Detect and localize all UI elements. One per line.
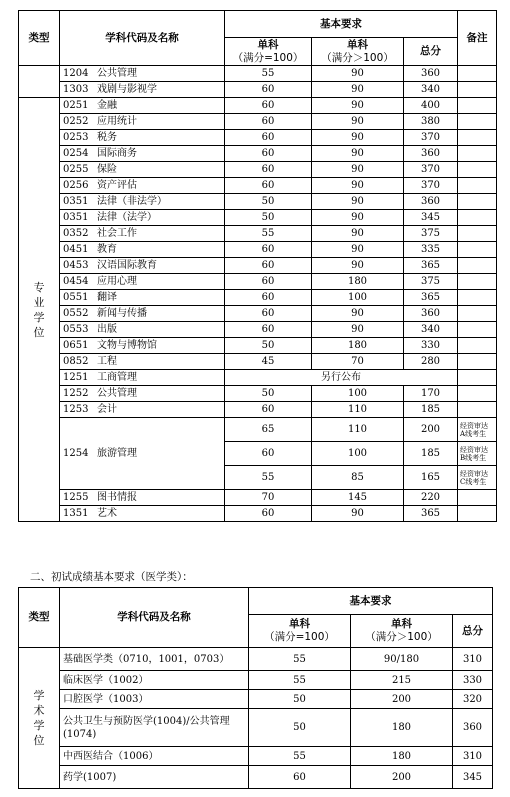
note-cell <box>458 418 497 442</box>
note-cell <box>458 354 497 370</box>
score-single-gt100: 110 <box>312 402 404 418</box>
score-single-gt100: 90/180 <box>351 648 453 671</box>
subject-code: 0552 <box>63 308 89 319</box>
score-single-gt100: 90 <box>312 146 404 162</box>
score-single-gt100: 180 <box>351 709 453 747</box>
score-single-gt100: 145 <box>312 490 404 506</box>
subject-cell <box>60 338 225 354</box>
score-single-gt100: 90 <box>312 130 404 146</box>
score-single-gt100: 180 <box>312 338 404 354</box>
type-char: 位 <box>33 734 45 747</box>
admission-table-medical <box>18 587 493 789</box>
table-row <box>19 210 497 226</box>
score-total: 340 <box>404 322 458 338</box>
subject-name: 工商管理 <box>97 372 137 383</box>
note-cell <box>458 274 497 290</box>
subject-name: 税务 <box>97 132 117 143</box>
type-cell-academic <box>19 648 60 789</box>
subject-cell <box>60 66 225 82</box>
subject-code: 0351 <box>63 212 89 223</box>
score-total: 370 <box>404 178 458 194</box>
score-single-gt100: 70 <box>312 354 404 370</box>
subject-code: 1351 <box>63 508 89 519</box>
note-cell <box>458 114 497 130</box>
table-row <box>19 274 497 290</box>
subject-cell <box>60 306 225 322</box>
score-single100: 60 <box>225 82 312 98</box>
subject-name: 法律（非法学） <box>97 196 167 207</box>
note-cell <box>458 178 497 194</box>
note-cell <box>458 210 497 226</box>
score-total: 345 <box>404 210 458 226</box>
subject-name: 出版 <box>97 324 117 335</box>
score-single100: 55 <box>225 66 312 82</box>
score-total: 340 <box>404 82 458 98</box>
score-single-gt100: 100 <box>312 386 404 402</box>
score-single-gt100: 90 <box>312 258 404 274</box>
score-single100: 60 <box>225 98 312 114</box>
score-single-gt100: 90 <box>312 82 404 98</box>
subject-cell <box>60 418 225 490</box>
score-single100: 60 <box>225 290 312 306</box>
header-type: 类型 <box>19 11 60 66</box>
score-single100: 55 <box>225 226 312 242</box>
score-single100: 60 <box>249 766 351 789</box>
admission-table-professional <box>18 10 497 522</box>
header-single100: 单科 （满分=100） <box>225 38 312 66</box>
score-total: 400 <box>404 98 458 114</box>
note-cell <box>458 162 497 178</box>
type-cell-professional <box>19 98 60 522</box>
score-single100: 50 <box>225 210 312 226</box>
score-single100: 60 <box>225 402 312 418</box>
table-row <box>19 82 497 98</box>
score-single-gt100: 90 <box>312 322 404 338</box>
note-cell <box>458 146 497 162</box>
score-total: 380 <box>404 114 458 130</box>
score-single100: 60 <box>225 258 312 274</box>
score-single-gt100: 90 <box>312 194 404 210</box>
score-total: 170 <box>404 386 458 402</box>
score-total: 335 <box>404 242 458 258</box>
subject-cell <box>60 370 225 386</box>
note-cell <box>458 98 497 114</box>
subject-name: 保险 <box>97 164 117 175</box>
table-row <box>19 648 493 671</box>
score-single-gt100: 110 <box>312 418 404 442</box>
subject-name: 新闻与传播 <box>97 308 147 319</box>
subject-name: 药学(1007) <box>60 766 249 789</box>
table-row <box>19 194 497 210</box>
subject-code: 1252 <box>63 388 89 399</box>
score-total: 360 <box>404 146 458 162</box>
table-row <box>19 709 493 747</box>
table-row <box>19 66 497 82</box>
note-cell <box>458 490 497 506</box>
header-single-gt100: 单科 （满分＞100） <box>351 615 453 648</box>
note-cell <box>458 194 497 210</box>
score-total: 370 <box>404 162 458 178</box>
score-single100: 50 <box>249 709 351 747</box>
score-single100: 60 <box>225 274 312 290</box>
score-single100: 60 <box>225 506 312 522</box>
score-total: 220 <box>404 490 458 506</box>
type-char: 专 <box>33 280 45 294</box>
subject-cell <box>60 258 225 274</box>
header-basic: 基本要求 <box>249 588 493 615</box>
subject-code: 1204 <box>63 68 89 79</box>
score-total: 165 <box>404 466 458 490</box>
subject-code: 0253 <box>63 132 89 143</box>
table-row <box>19 242 497 258</box>
subject-code: 0256 <box>63 180 89 191</box>
score-total: 375 <box>404 274 458 290</box>
header-subject: 学科代码及名称 <box>60 588 249 648</box>
subject-cell <box>60 506 225 522</box>
table-row <box>19 386 497 402</box>
score-single-gt100: 100 <box>312 442 404 466</box>
score-single100: 60 <box>225 178 312 194</box>
score-single100: 60 <box>225 306 312 322</box>
header-single100: 单科 （满分=100） <box>249 615 351 648</box>
score-total: 330 <box>404 338 458 354</box>
subject-code: 1303 <box>63 84 89 95</box>
score-single100: 60 <box>225 442 312 466</box>
subject-name: 社会工作 <box>97 228 137 239</box>
subject-name: 临床医学（1002） <box>60 671 249 690</box>
table-row <box>19 162 497 178</box>
subject-name: 翻译 <box>97 292 117 303</box>
subject-name: 艺术 <box>97 508 117 519</box>
subject-cell <box>60 274 225 290</box>
subject-code: 1253 <box>63 404 89 415</box>
score-single-gt100: 90 <box>312 162 404 178</box>
type-char: 业 <box>33 295 45 309</box>
subject-cell <box>60 354 225 370</box>
subject-cell <box>60 322 225 338</box>
table-row <box>19 690 493 709</box>
score-single100: 60 <box>225 146 312 162</box>
score-single100: 60 <box>225 242 312 258</box>
table-row <box>19 490 497 506</box>
subject-name: 旅游管理 <box>97 448 137 459</box>
note-cell <box>458 386 497 402</box>
subject-name: 戏剧与影视学 <box>97 84 157 95</box>
score-total: 370 <box>404 130 458 146</box>
subject-name: 中西医结合（1006） <box>60 747 249 766</box>
type-char: 术 <box>33 704 45 717</box>
table-row <box>19 322 497 338</box>
score-total: 310 <box>453 648 493 671</box>
note-cell <box>458 338 497 354</box>
score-single100: 60 <box>225 130 312 146</box>
note-cell <box>458 506 497 522</box>
score-single100: 55 <box>225 466 312 490</box>
note-cell <box>458 322 497 338</box>
table-row <box>19 671 493 690</box>
score-total: 375 <box>404 226 458 242</box>
score-single-gt100: 90 <box>312 178 404 194</box>
note-line: B线考生 <box>460 453 487 462</box>
note-cell <box>458 442 497 466</box>
subject-name: 公共管理 <box>97 388 137 399</box>
score-total: 200 <box>404 418 458 442</box>
merged-announcement: 另行公布 <box>225 370 458 386</box>
score-single100: 60 <box>225 114 312 130</box>
note-cell <box>458 130 497 146</box>
header-total: 总分 <box>453 615 493 648</box>
subject-code: 1255 <box>63 492 89 503</box>
score-single-gt100: 90 <box>312 98 404 114</box>
score-total: 320 <box>453 690 493 709</box>
subject-cell <box>60 178 225 194</box>
score-single-gt100: 90 <box>312 66 404 82</box>
subject-code: 0453 <box>63 260 89 271</box>
score-single-gt100: 90 <box>312 226 404 242</box>
subject-code: 0454 <box>63 276 89 287</box>
note-cell <box>458 466 497 490</box>
subject-name: 应用心理 <box>97 276 137 287</box>
subject-name: 公共管理 <box>97 68 137 79</box>
score-single100: 65 <box>225 418 312 442</box>
score-single100: 50 <box>225 338 312 354</box>
note-cell <box>458 242 497 258</box>
header-subject: 学科代码及名称 <box>60 11 225 66</box>
header-total: 总分 <box>404 38 458 66</box>
score-single-gt100: 100 <box>312 290 404 306</box>
table-row <box>19 146 497 162</box>
table-row <box>19 178 497 194</box>
table-row <box>19 130 497 146</box>
score-single100: 50 <box>225 194 312 210</box>
score-single100: 55 <box>249 747 351 766</box>
subject-name: 教育 <box>97 244 117 255</box>
table-row <box>19 258 497 274</box>
subject-cell <box>60 386 225 402</box>
score-single-gt100: 180 <box>312 274 404 290</box>
score-single-gt100: 215 <box>351 671 453 690</box>
subject-name: 图书情报 <box>97 492 137 503</box>
score-single100: 60 <box>225 322 312 338</box>
score-single100: 60 <box>225 162 312 178</box>
score-single100: 50 <box>249 690 351 709</box>
subject-cell <box>60 242 225 258</box>
subject-cell <box>60 130 225 146</box>
score-total: 185 <box>404 402 458 418</box>
table-row <box>19 226 497 242</box>
header-basic: 基本要求 <box>225 11 458 38</box>
subject-code: 0254 <box>63 148 89 159</box>
score-total: 310 <box>453 747 493 766</box>
subject-name: 金融 <box>97 100 117 111</box>
score-single-gt100: 90 <box>312 506 404 522</box>
subject-cell <box>60 290 225 306</box>
score-total: 365 <box>404 290 458 306</box>
table-row <box>19 354 497 370</box>
subject-code: 0351 <box>63 196 89 207</box>
note-cell <box>458 402 497 418</box>
subject-code: 0852 <box>63 356 89 367</box>
score-single100: 50 <box>225 386 312 402</box>
score-total: 360 <box>404 306 458 322</box>
score-single100: 70 <box>225 490 312 506</box>
subject-name: 法律（法学） <box>97 212 157 223</box>
score-single100: 45 <box>225 354 312 370</box>
subject-name: 口腔医学（1003） <box>60 690 249 709</box>
note-cell <box>458 226 497 242</box>
score-total: 280 <box>404 354 458 370</box>
score-single-gt100: 90 <box>312 242 404 258</box>
subject-cell <box>60 114 225 130</box>
subject-cell <box>60 226 225 242</box>
subject-name: 基础医学类（0710，1001，0703） <box>60 648 249 671</box>
score-total: 330 <box>453 671 493 690</box>
subject-code: 0451 <box>63 244 89 255</box>
type-char: 位 <box>33 325 45 339</box>
subject-cell <box>60 82 225 98</box>
score-total: 365 <box>404 506 458 522</box>
subject-name: 国际商务 <box>97 148 137 159</box>
subject-code: 0551 <box>63 292 89 303</box>
subject-code: 0553 <box>63 324 89 335</box>
score-single-gt100: 90 <box>312 306 404 322</box>
type-char: 学 <box>33 310 45 324</box>
subject-cell <box>60 490 225 506</box>
table-row <box>19 418 497 442</box>
note-cell <box>458 258 497 274</box>
subject-name: 应用统计 <box>97 116 137 127</box>
subject-cell <box>60 98 225 114</box>
score-total: 365 <box>404 258 458 274</box>
subject-name: 会计 <box>97 404 117 415</box>
note-line: 经资审达 <box>460 445 489 454</box>
type-cell <box>19 66 60 98</box>
table-row <box>19 370 497 386</box>
note-cell <box>458 82 497 98</box>
subject-cell <box>60 402 225 418</box>
type-char: 学 <box>33 719 45 732</box>
table-row <box>19 306 497 322</box>
note-cell <box>458 370 497 386</box>
score-single-gt100: 90 <box>312 210 404 226</box>
header-type: 类型 <box>19 588 60 648</box>
subject-cell <box>60 146 225 162</box>
subject-code: 0251 <box>63 100 89 111</box>
score-total: 360 <box>453 709 493 747</box>
table-row <box>19 402 497 418</box>
score-single100: 55 <box>249 648 351 671</box>
subject-code: 1251 <box>63 372 89 383</box>
subject-cell <box>60 162 225 178</box>
score-single-gt100: 180 <box>351 747 453 766</box>
subject-code: 0651 <box>63 340 89 351</box>
section-title: 二、初试成绩基本要求（医学类）： <box>30 571 193 583</box>
table-row <box>19 766 493 789</box>
header-note: 备注 <box>458 11 497 66</box>
subject-cell <box>60 194 225 210</box>
score-single100: 55 <box>249 671 351 690</box>
note-line: 经资审达 <box>460 469 489 478</box>
score-total: 360 <box>404 194 458 210</box>
table-row <box>19 338 497 354</box>
table-row <box>19 506 497 522</box>
table-row <box>19 290 497 306</box>
subject-name: 公共卫生与预防医学(1004)/公共管理(1074) <box>60 709 249 747</box>
table-row <box>19 747 493 766</box>
subject-name: 资产评估 <box>97 180 137 191</box>
subject-name: 文物与博物馆 <box>97 340 157 351</box>
note-line: 经资审达 <box>460 421 489 430</box>
header-single-gt100: 单科 （满分＞100） <box>312 38 404 66</box>
score-total: 345 <box>453 766 493 789</box>
note-line: A线考生 <box>460 429 487 438</box>
type-char: 学 <box>33 689 45 702</box>
subject-code: 1254 <box>63 448 89 459</box>
subject-name: 工程 <box>97 356 117 367</box>
score-single-gt100: 200 <box>351 690 453 709</box>
note-cell <box>458 306 497 322</box>
subject-code: 0255 <box>63 164 89 175</box>
note-cell <box>458 290 497 306</box>
score-total: 185 <box>404 442 458 466</box>
subject-name: 汉语国际教育 <box>97 260 157 271</box>
subject-code: 0252 <box>63 116 89 127</box>
score-single-gt100: 85 <box>312 466 404 490</box>
score-single-gt100: 200 <box>351 766 453 789</box>
subject-cell <box>60 210 225 226</box>
subject-code: 0352 <box>63 228 89 239</box>
score-total: 360 <box>404 66 458 82</box>
score-single-gt100: 90 <box>312 114 404 130</box>
note-line: C线考生 <box>460 477 487 486</box>
table-row <box>19 114 497 130</box>
table-row <box>19 98 497 114</box>
note-cell <box>458 66 497 82</box>
